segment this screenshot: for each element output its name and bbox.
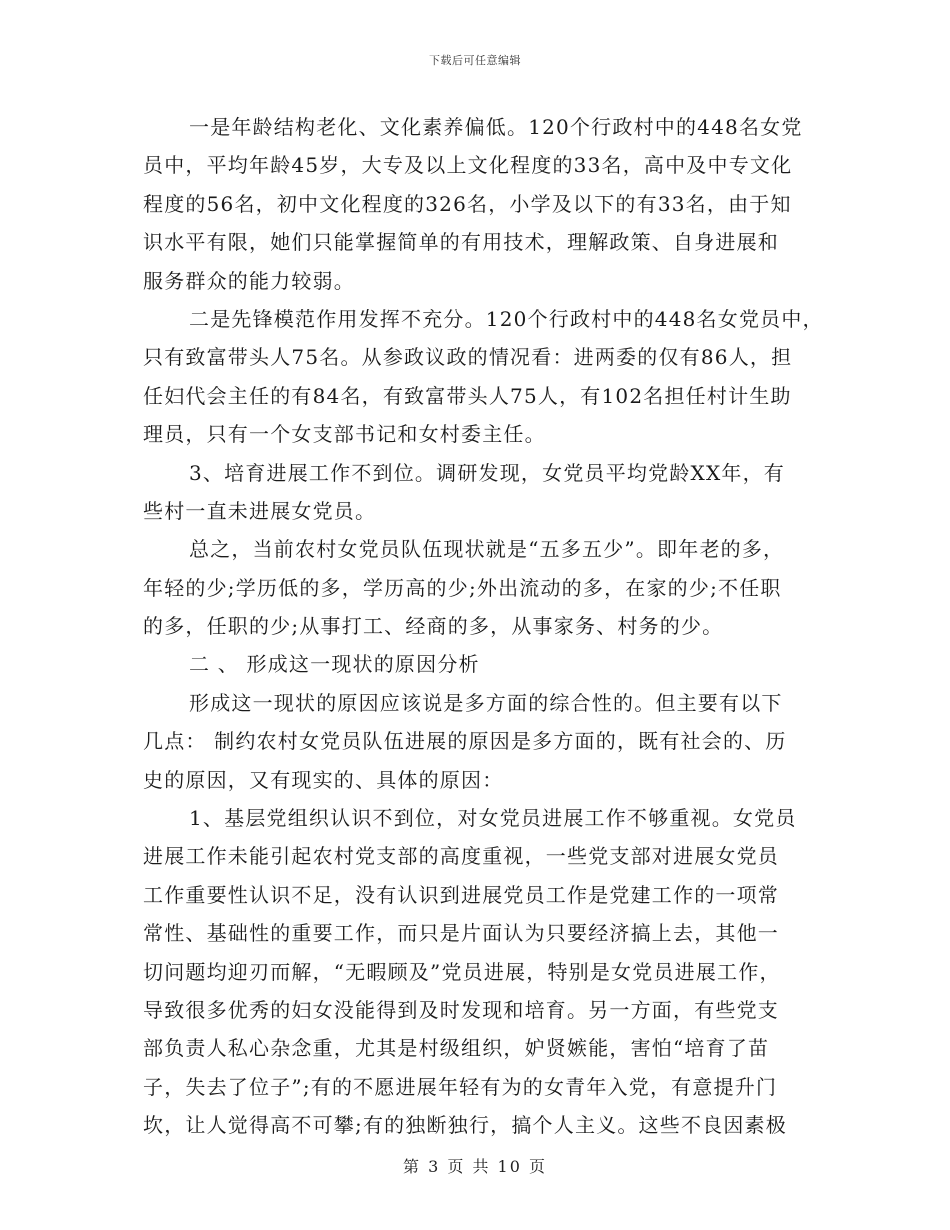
- text-line: 进展工作未能引起农村党支部的高度重视，一些党支部对进展女党员: [143, 844, 779, 869]
- text-line: 1、基层党组织认识不到位，对女党员进展工作不够重视。女党员: [189, 806, 797, 831]
- section-heading: 二 、 形成这一现状的原因分析: [189, 652, 480, 677]
- text-line: 员中，平均年龄45岁，大专及以上文化程度的33名，高中及中专文化: [143, 153, 793, 178]
- text-line: 坎，让人觉得高不可攀;有的独断独行，搞个人主义。这些不良因素极: [143, 1113, 787, 1138]
- text-line: 任妇代会主任的有84名，有致富带头人75人，有102名担任村计生助: [143, 383, 792, 408]
- text-line: 导致很多优秀的妇女没能得到及时发现和培育。另一方面，有些党支: [143, 997, 779, 1022]
- page-number-footer: 第 3 页 共 10 页: [403, 1157, 547, 1176]
- text-line: 只有致富带头人75名。从参政议政的情况看：进两委的仅有86人，担: [143, 345, 793, 370]
- text-line: 子，失去了位子”;有的不愿进展年轻有为的女青年入党，有意提升门: [143, 1074, 778, 1099]
- text-line: 理员，只有一个女支部书记和女村委主任。: [143, 422, 546, 447]
- page-header: 下载后可任意编辑: [429, 54, 521, 67]
- document-body: [143, 108, 823, 1145]
- text-line: 服务群众的能力较弱。: [143, 268, 355, 293]
- text-line: 切问题均迎刃而解，“无暇顾及”党员进展，特别是女党员进展工作，: [143, 959, 781, 984]
- text-line: 总之，当前农村女党员队伍现状就是“五多五少”。即年老的多，: [189, 537, 785, 562]
- text-line: 程度的56名，初中文化程度的326名，小学及以下的有33名，由于知: [143, 191, 792, 216]
- text-line: 形成这一现状的原因应该说是多方面的综合性的。但主要有以下: [189, 690, 783, 715]
- text-line: 的多，任职的少;从事打工、经商的多，从事家务、村务的少。: [143, 614, 724, 639]
- text-line: 一是年龄结构老化、文化素养偏低。120个行政村中的448名女党: [189, 115, 803, 139]
- text-line: 识水平有限，她们只能掌握简单的有用技术，理解政策、自身进展和: [143, 230, 779, 255]
- text-line: 常性、基础性的重要工作，而只是片面认为只要经济搞上去，其他一: [143, 921, 779, 946]
- text-line: 3、培育进展工作不到位。调研发现，女党员平均党龄XX年，有: [189, 460, 786, 485]
- text-line: 史的原因，又有现实的、具体的原因：: [143, 767, 504, 792]
- text-line: 几点： 制约农村女党员队伍进展的原因是多方面的，既有社会的、历: [143, 729, 787, 754]
- text-line: 二是先锋模范作用发挥不充分。120个行政村中的448名女党员中，: [189, 306, 824, 331]
- text-line: 年轻的少;学历低的多，学历高的少;外出流动的多，在家的少;不任职: [143, 575, 782, 600]
- text-line: 些村一直未进展女党员。: [143, 498, 377, 523]
- text-line: 部负责人私心杂念重，尤其是村级组织，妒贤嫉能，害怕“培育了苗: [143, 1036, 770, 1061]
- text-line: 工作重要性认识不足，没有认识到进展党员工作是党建工作的一项常: [143, 882, 779, 907]
